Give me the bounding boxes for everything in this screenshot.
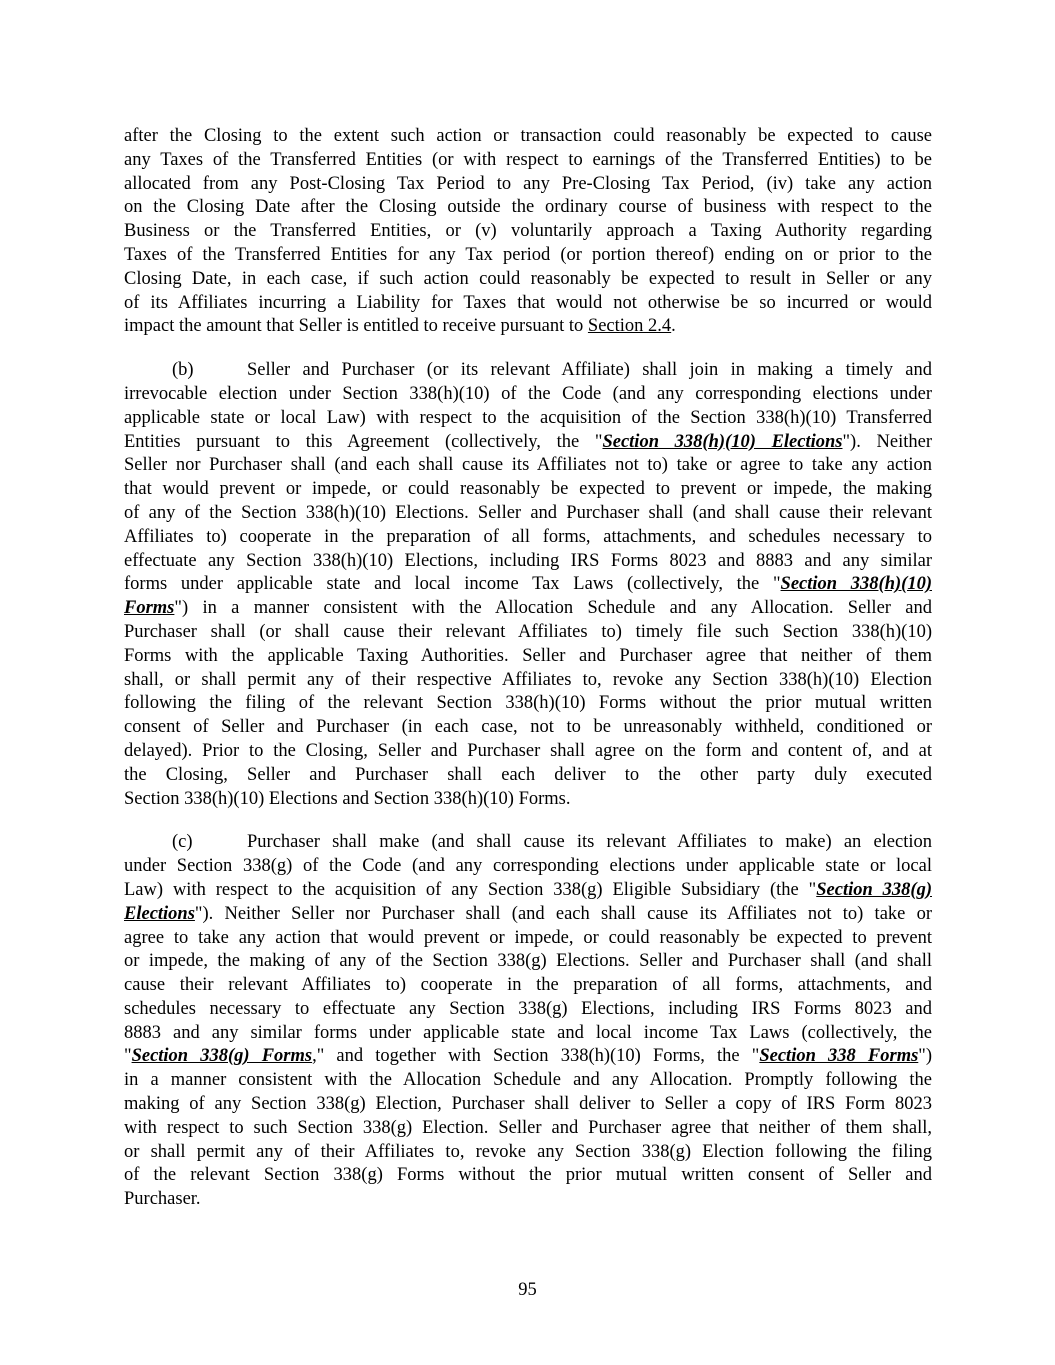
text-line — [124, 1164, 932, 1188]
text-line — [124, 1093, 932, 1117]
text-line — [124, 974, 932, 998]
text-line — [124, 573, 932, 597]
text-line — [124, 1188, 932, 1212]
text-segment: cause their relevant Affiliates to) cooperate in the preparation of all forms, attachments, and — [124, 975, 932, 996]
text-line — [124, 125, 932, 149]
text-line — [124, 621, 932, 645]
text-line — [124, 244, 932, 268]
text-segment: shall, or shall permit any of their respective Affiliates to, revoke any Section 338(h)(10) Election — [124, 669, 932, 690]
text-segment: of its Affiliates incurring a Liability for Taxes that would not otherwise be so incurred or would — [124, 292, 932, 313]
text-line — [124, 1022, 932, 1046]
text-line — [124, 149, 932, 173]
text-line — [124, 1069, 932, 1093]
text-segment: agree to take any action that would prevent or impede, or could reasonably be expected to prevent — [124, 927, 932, 948]
text-line — [124, 927, 932, 951]
text-segment: any Taxes of the Transferred Entities (or with respect to earnings of the Transferred Entities) to be — [124, 149, 932, 170]
text-line — [124, 855, 932, 879]
text-segment: Taxes of the Transferred Entities for any Tax period (or portion thereof) ending on or prior to the — [124, 244, 932, 265]
text-line — [124, 268, 932, 292]
text-line — [124, 359, 932, 383]
text-segment: or impede, the making of any of the Section 338(g) Elections. Seller and Purchaser shall (and shall — [124, 951, 932, 972]
text-segment: irrevocable election under Section 338(h)(10) of the Code (and any corresponding elections under — [124, 383, 932, 404]
defined-term: Section 338(h)(10) — [780, 574, 932, 595]
text-line — [124, 831, 932, 855]
text-segment: under Section 338(g) of the Code (and any corresponding elections under applicable state or local — [124, 856, 932, 877]
text-line — [124, 431, 932, 455]
text-segment: Affiliates to) cooperate in the preparation of all forms, attachments, and schedules necessary to — [124, 526, 932, 547]
text-line — [124, 764, 932, 788]
text-segment: " — [124, 1046, 132, 1067]
text-line — [124, 950, 932, 974]
text-line — [124, 196, 932, 220]
text-segment: or shall permit any of their Affiliates to, revoke any Section 338(g) Election following the filing — [124, 1141, 932, 1162]
defined-term: Section 338 Forms — [759, 1046, 919, 1067]
text-segment: Purchaser shall make (and shall cause its relevant Affiliates to make) an election — [247, 832, 932, 853]
text-segment: delayed). Prior to the Closing, Seller and Purchaser shall agree on the form and content of, and at — [124, 740, 932, 761]
text-segment: 8883 and any similar forms under applicable state and local income Tax Laws (collectively, the — [124, 1022, 932, 1043]
text-segment: making of any Section 338(g) Election, Purchaser shall deliver to Seller a copy of IRS Form 8023 — [124, 1094, 932, 1115]
text-segment: ," and together with Section 338(h)(10) Forms, the " — [312, 1046, 760, 1067]
text-line — [124, 292, 932, 316]
paragraph — [124, 831, 932, 1212]
text-segment: consent of Seller and Purchaser (in each case, not to be unreasonably withheld, conditioned or — [124, 717, 932, 738]
defined-term: Section 338(g) — [816, 879, 932, 900]
text-segment: Forms with the applicable Taxing Authorities. Seller and Purchaser agree that neither of them — [124, 645, 932, 666]
text-segment: impact the amount that Seller is entitled to receive pursuant to — [124, 316, 588, 337]
text-line — [124, 669, 932, 693]
text-segment: Closing Date, in each case, if such action could reasonably be expected to result in Seller or any — [124, 268, 932, 289]
section-label: (b) — [172, 360, 194, 381]
text-segment: . — [671, 316, 676, 337]
text-line — [124, 597, 932, 621]
text-line — [124, 788, 932, 812]
text-line — [124, 383, 932, 407]
text-line — [124, 1141, 932, 1165]
text-line — [124, 550, 932, 574]
text-segment: after the Closing to the extent such action or transaction could reasonably be expected to cause — [124, 126, 932, 146]
defined-term: Section 338(g) Forms — [131, 1046, 313, 1067]
text-line — [124, 526, 932, 550]
text-line — [124, 478, 932, 502]
text-segment: following the filing of the relevant Section 338(h)(10) Forms without the prior mutual written — [124, 693, 932, 714]
text-segment: ") — [918, 1046, 933, 1067]
text-segment: Purchaser shall (or shall cause their relevant Affiliates to) timely file such Section 338(h)(10) — [124, 621, 932, 642]
page-number: 95 — [518, 1280, 537, 1300]
text-line — [124, 502, 932, 526]
defined-term: Section 338(h)(10) Elections — [602, 431, 843, 452]
document-body — [124, 125, 932, 1232]
text-segment: effectuate any Section 338(h)(10) Elections, including IRS Forms 8023 and 8883 and any similar — [124, 550, 932, 571]
text-segment: of any of the Section 338(h)(10) Elections. Seller and Purchaser shall (and shall cause their relevant — [124, 502, 932, 523]
text-segment: Law) with respect to the acquisition of any Section 338(g) Eligible Subsidiary (the " — [124, 879, 817, 900]
text-line — [124, 645, 932, 669]
text-segment: forms under applicable state and local income Tax Laws (collectively, the " — [124, 574, 781, 595]
text-line — [124, 903, 932, 927]
text-segment: "). Neither — [842, 431, 932, 452]
text-line — [124, 998, 932, 1022]
text-line — [124, 1117, 932, 1141]
text-segment: "). Neither Seller nor Purchaser shall (and each shall cause its Affiliates not to) take or — [194, 903, 932, 924]
text-segment: Entities pursuant to this Agreement (collectively, the " — [124, 431, 603, 452]
text-line — [124, 454, 932, 478]
text-line — [124, 220, 932, 244]
text-segment: schedules necessary to effectuate any Section 338(g) Elections, including IRS Forms 8023 and — [124, 998, 932, 1019]
text-segment: Seller nor Purchaser shall (and each shall cause its Affiliates not to) take or agree to take any action — [124, 455, 932, 476]
text-line — [124, 407, 932, 431]
text-segment: ") in a manner consistent with the Allocation Schedule and any Allocation. Seller and — [174, 598, 932, 619]
text-line — [124, 740, 932, 764]
text-segment: Section 338(h)(10) Elections and Section 338(h)(10) Forms. — [124, 788, 571, 809]
text-segment: Seller and Purchaser (or its relevant Affiliate) shall join in making a timely and — [247, 360, 932, 381]
text-line — [124, 173, 932, 197]
text-segment: Purchaser. — [124, 1189, 201, 1210]
text-segment: applicable state or local Law) with respect to the acquisition of the Section 338(h)(10) Transferred — [124, 407, 932, 428]
text-line — [124, 692, 932, 716]
text-line — [124, 879, 932, 903]
text-segment: allocated from any Post-Closing Tax Period to any Pre-Closing Tax Period, (iv) take any action — [124, 173, 932, 194]
text-segment: that would prevent or impede, or could reasonably be expected to prevent or impede, the making — [124, 479, 932, 500]
section-label: (c) — [172, 832, 193, 853]
text-line — [124, 1045, 932, 1069]
text-segment: of the relevant Section 338(g) Forms without the prior mutual written consent of Seller and — [124, 1165, 932, 1186]
paragraph — [124, 125, 932, 339]
text-segment: in a manner consistent with the Allocation Schedule and any Allocation. Promptly following the — [124, 1070, 932, 1091]
text-segment: Business or the Transferred Entities, or (v) voluntarily approach a Taxing Authority regarding — [124, 221, 932, 242]
paragraph — [124, 359, 932, 811]
defined-term: Forms — [124, 598, 175, 619]
section-reference: Section 2.4 — [587, 316, 672, 337]
text-segment: with respect to such Section 338(g) Election. Seller and Purchaser agree that neither of them shall, — [124, 1117, 932, 1138]
defined-term: Elections — [124, 903, 195, 924]
text-line — [124, 315, 932, 339]
text-segment: on the Closing Date after the Closing outside the ordinary course of business with respect to the — [124, 197, 932, 218]
text-line — [124, 716, 932, 740]
text-segment: the Closing, Seller and Purchaser shall each deliver to the other party duly executed — [124, 764, 932, 785]
